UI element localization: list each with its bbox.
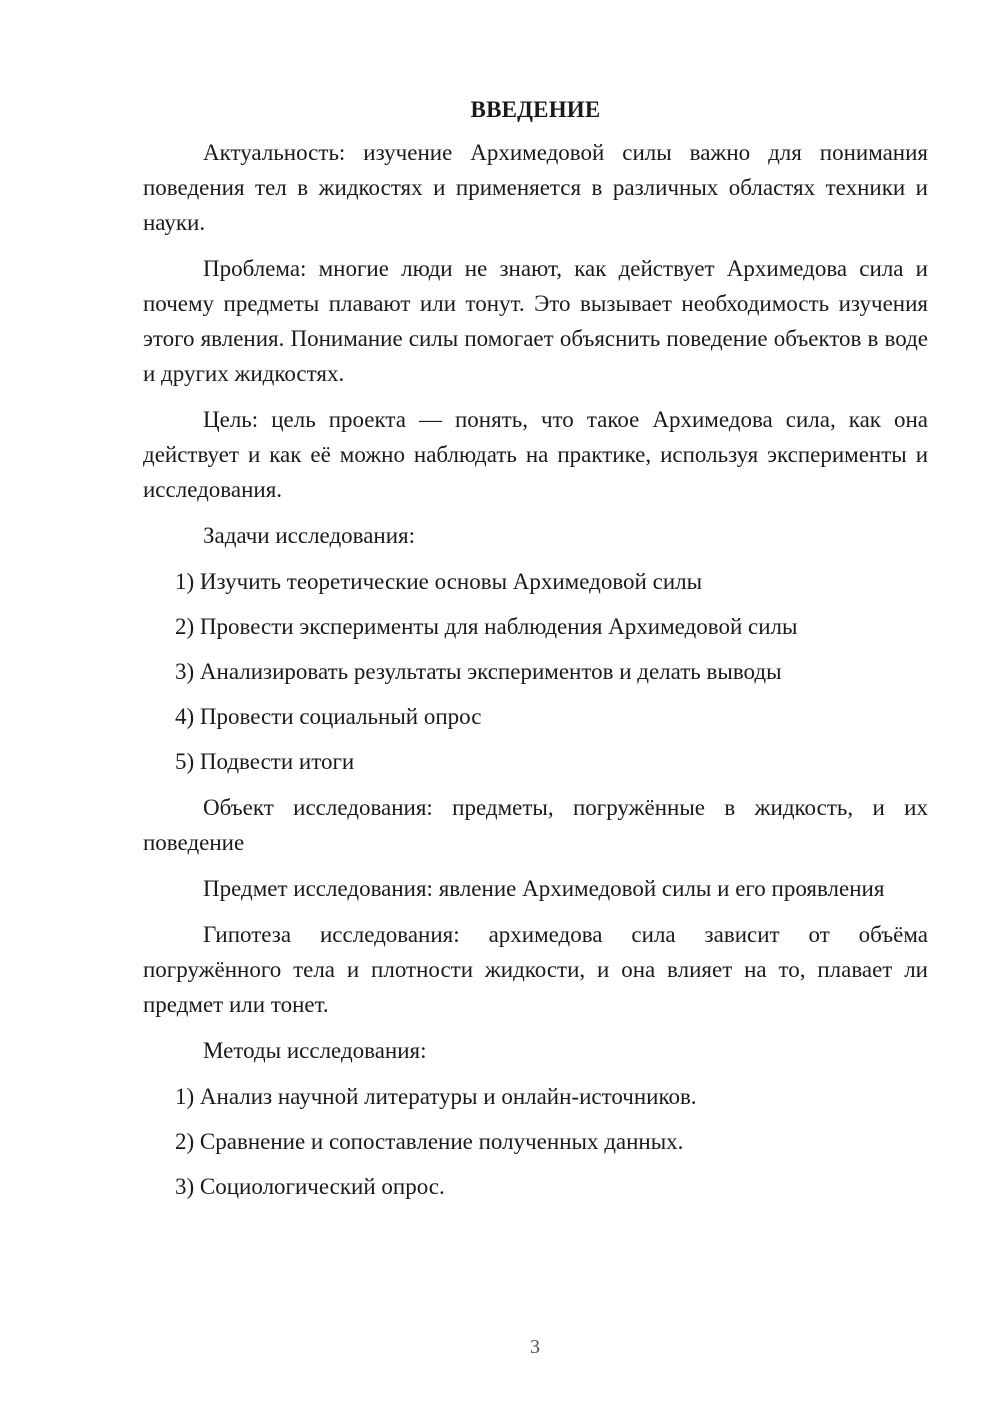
tasks-title: Задачи исследования: [203, 523, 416, 548]
list-item: 3) Социологический опрос. [175, 1174, 445, 1199]
list-item: 1) Изучить теоретические основы Архимедовой силы [175, 569, 703, 594]
list-item: 3) Анализировать результаты экспериментов и делать выводы [175, 659, 782, 684]
list-item: 5) Подвести итоги [175, 749, 355, 774]
methods-title: Методы исследования: [203, 1038, 427, 1063]
list-item: 2) Сравнение и сопоставление полученных данных. [175, 1129, 684, 1154]
list-item: 4) Провести социальный опрос [175, 704, 482, 729]
goal-paragraph: Цель: цель проекта — понять, что такое Архимедова сила, как она действует и как её можно наблюдать на практике, используя эксперименты и исследования. [143, 407, 928, 502]
subject-paragraph: Предмет исследования: явление Архимедовой силы и его проявления [203, 876, 885, 901]
problem-paragraph: Проблема: многие люди не знают, как действует Архимедова сила и почему предметы плавают или тонут. Это вызывает необходимость изучения этого явления. Понимание силы помогает объяснить поведение объектов в воде и других жидкостях. [143, 256, 928, 386]
relevance-paragraph: Актуальность: изучение Архимедовой силы важно для понимания поведения тел в жидкостях и применяется в различных областях техники и науки. [143, 140, 928, 235]
methods-list [143, 1079, 928, 1204]
hypothesis-paragraph: Гипотеза исследования: архимедова сила зависит от объёма погружённого тела и плотности жидкости, и она влияет на то, плавает ли предмет или тонет. [143, 922, 928, 1017]
object-paragraph: Объект исследования: предметы, погружённые в жидкость, и их поведение [143, 795, 928, 855]
list-item: 2) Провести эксперименты для наблюдения Архимедовой силы [175, 614, 798, 639]
section-heading: ВВЕДЕНИЕ [470, 97, 601, 122]
tasks-list [143, 564, 928, 779]
page-content [143, 92, 928, 1215]
list-item: 1) Анализ научной литературы и онлайн-источников. [175, 1084, 697, 1109]
page-number: 3 [530, 1336, 540, 1358]
